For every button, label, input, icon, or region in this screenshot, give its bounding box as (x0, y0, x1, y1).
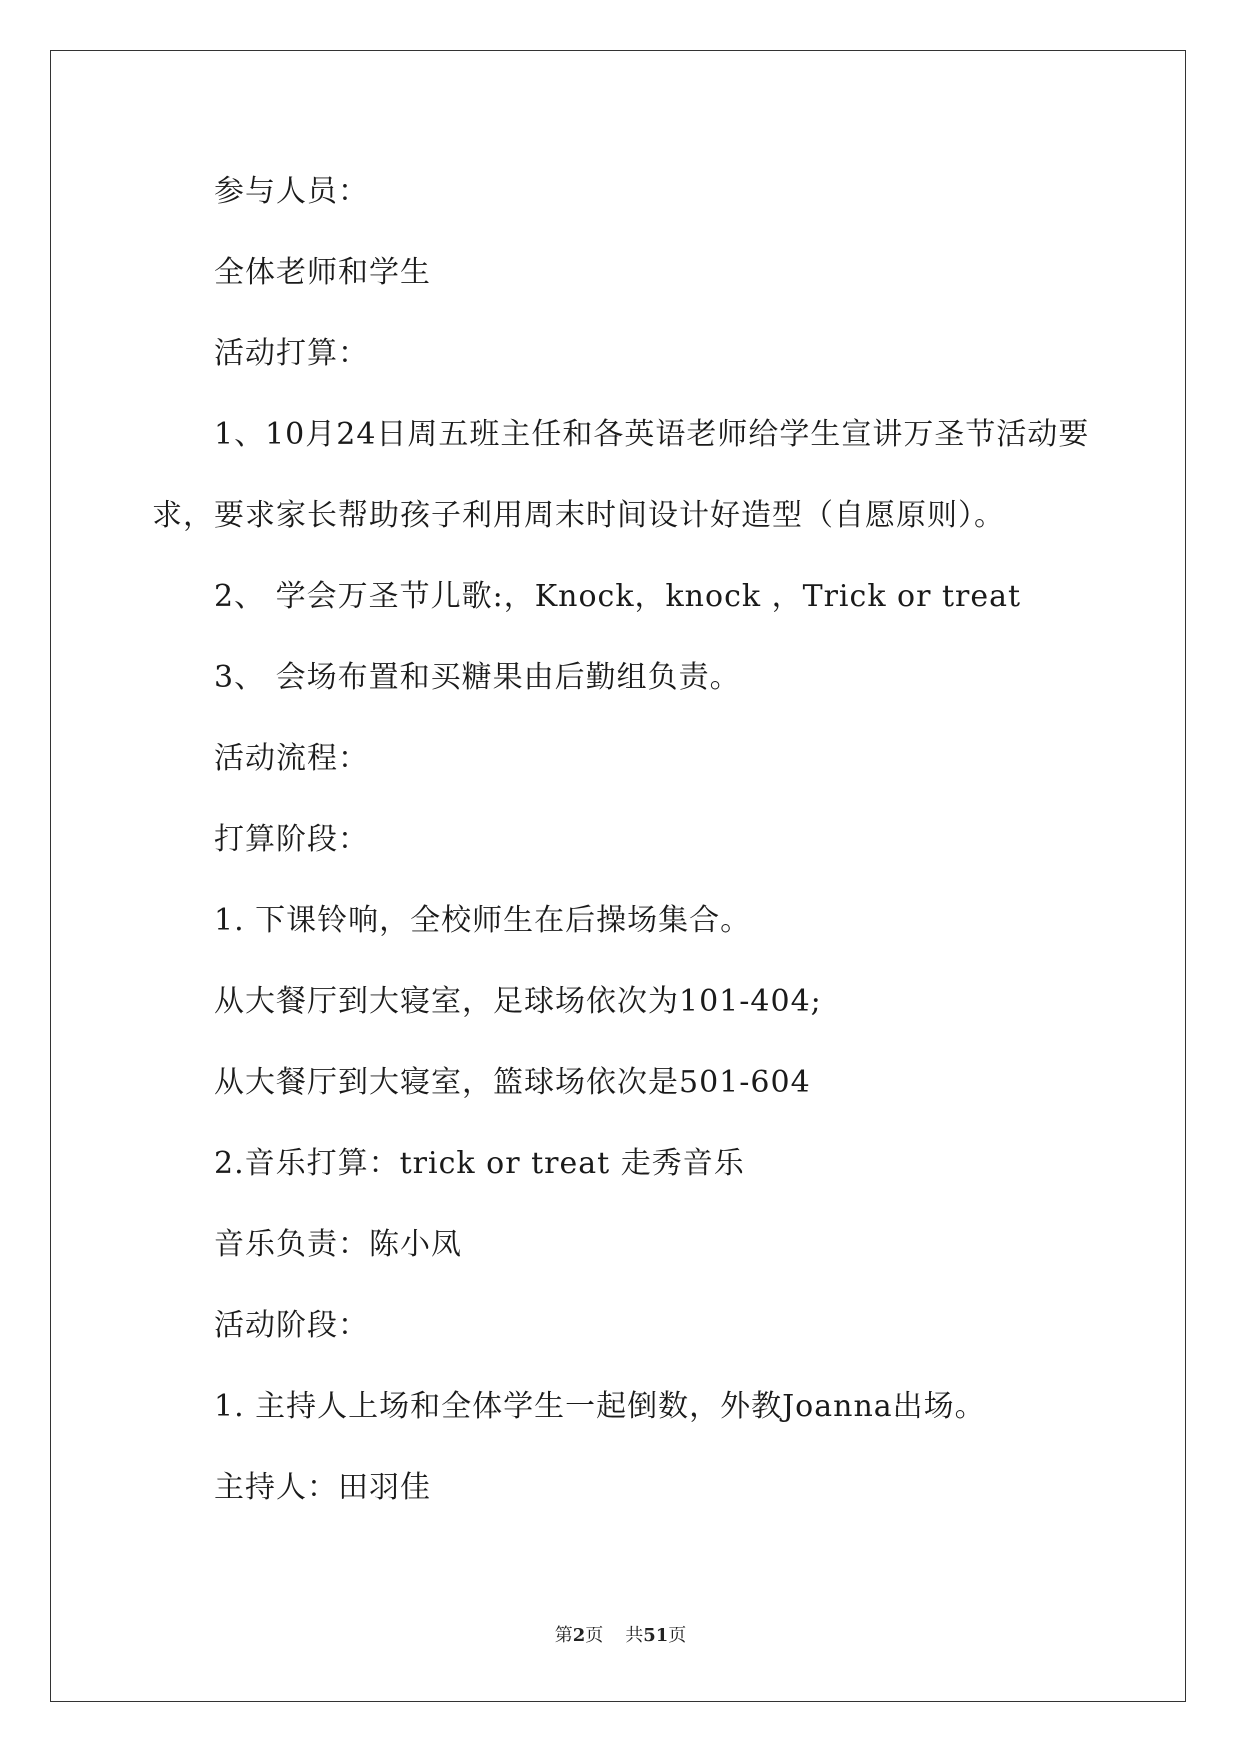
text-line: 活动打算： (214, 336, 369, 371)
footer-total-suffix: 页 (668, 1625, 687, 1646)
footer-page-current: 2 (572, 1625, 586, 1646)
text-line: 活动流程： (214, 741, 369, 776)
text-line: 1、10月24日周五班主任和各英语老师给学生宣讲万圣节活动要 (214, 417, 1090, 452)
text-line: 从大餐厅到大寝室，足球场依次为101-404; (214, 984, 822, 1019)
text-line: 1. 下课铃响，全校师生在后操场集合。 (214, 903, 752, 938)
text-line: 参与人员： (214, 174, 369, 209)
text-line: 求，要求家长帮助孩子利用周末时间设计好造型（自愿原则）。 (152, 498, 1005, 533)
text-line: 3、 会场布置和买糖果由后勤组负责。 (214, 660, 741, 695)
text-line: 2.音乐打算：trick or treat 走秀音乐 (214, 1146, 745, 1181)
text-line: 1. 主持人上场和全体学生一起倒数，外教Joanna出场。 (214, 1389, 986, 1424)
text-line: 活动阶段： (214, 1308, 369, 1343)
page-footer (0, 1625, 1241, 1647)
footer-page-prefix: 第 (554, 1625, 573, 1646)
text-line: 从大餐厅到大寝室，篮球场依次是501-604 (214, 1065, 811, 1100)
text-line: 全体老师和学生 (214, 255, 431, 290)
text-line: 主持人：田羽佳 (214, 1470, 431, 1505)
text-line: 打算阶段： (214, 822, 369, 857)
text-line: 2、 学会万圣节儿歌:，Knock，knock ，Trick or treat (214, 579, 1022, 614)
text-line: 音乐负责：陈小凤 (214, 1227, 462, 1262)
footer-page-total: 51 (643, 1625, 669, 1646)
footer-page-mid: 页 (585, 1625, 604, 1646)
footer-total-prefix: 共 (625, 1625, 644, 1646)
